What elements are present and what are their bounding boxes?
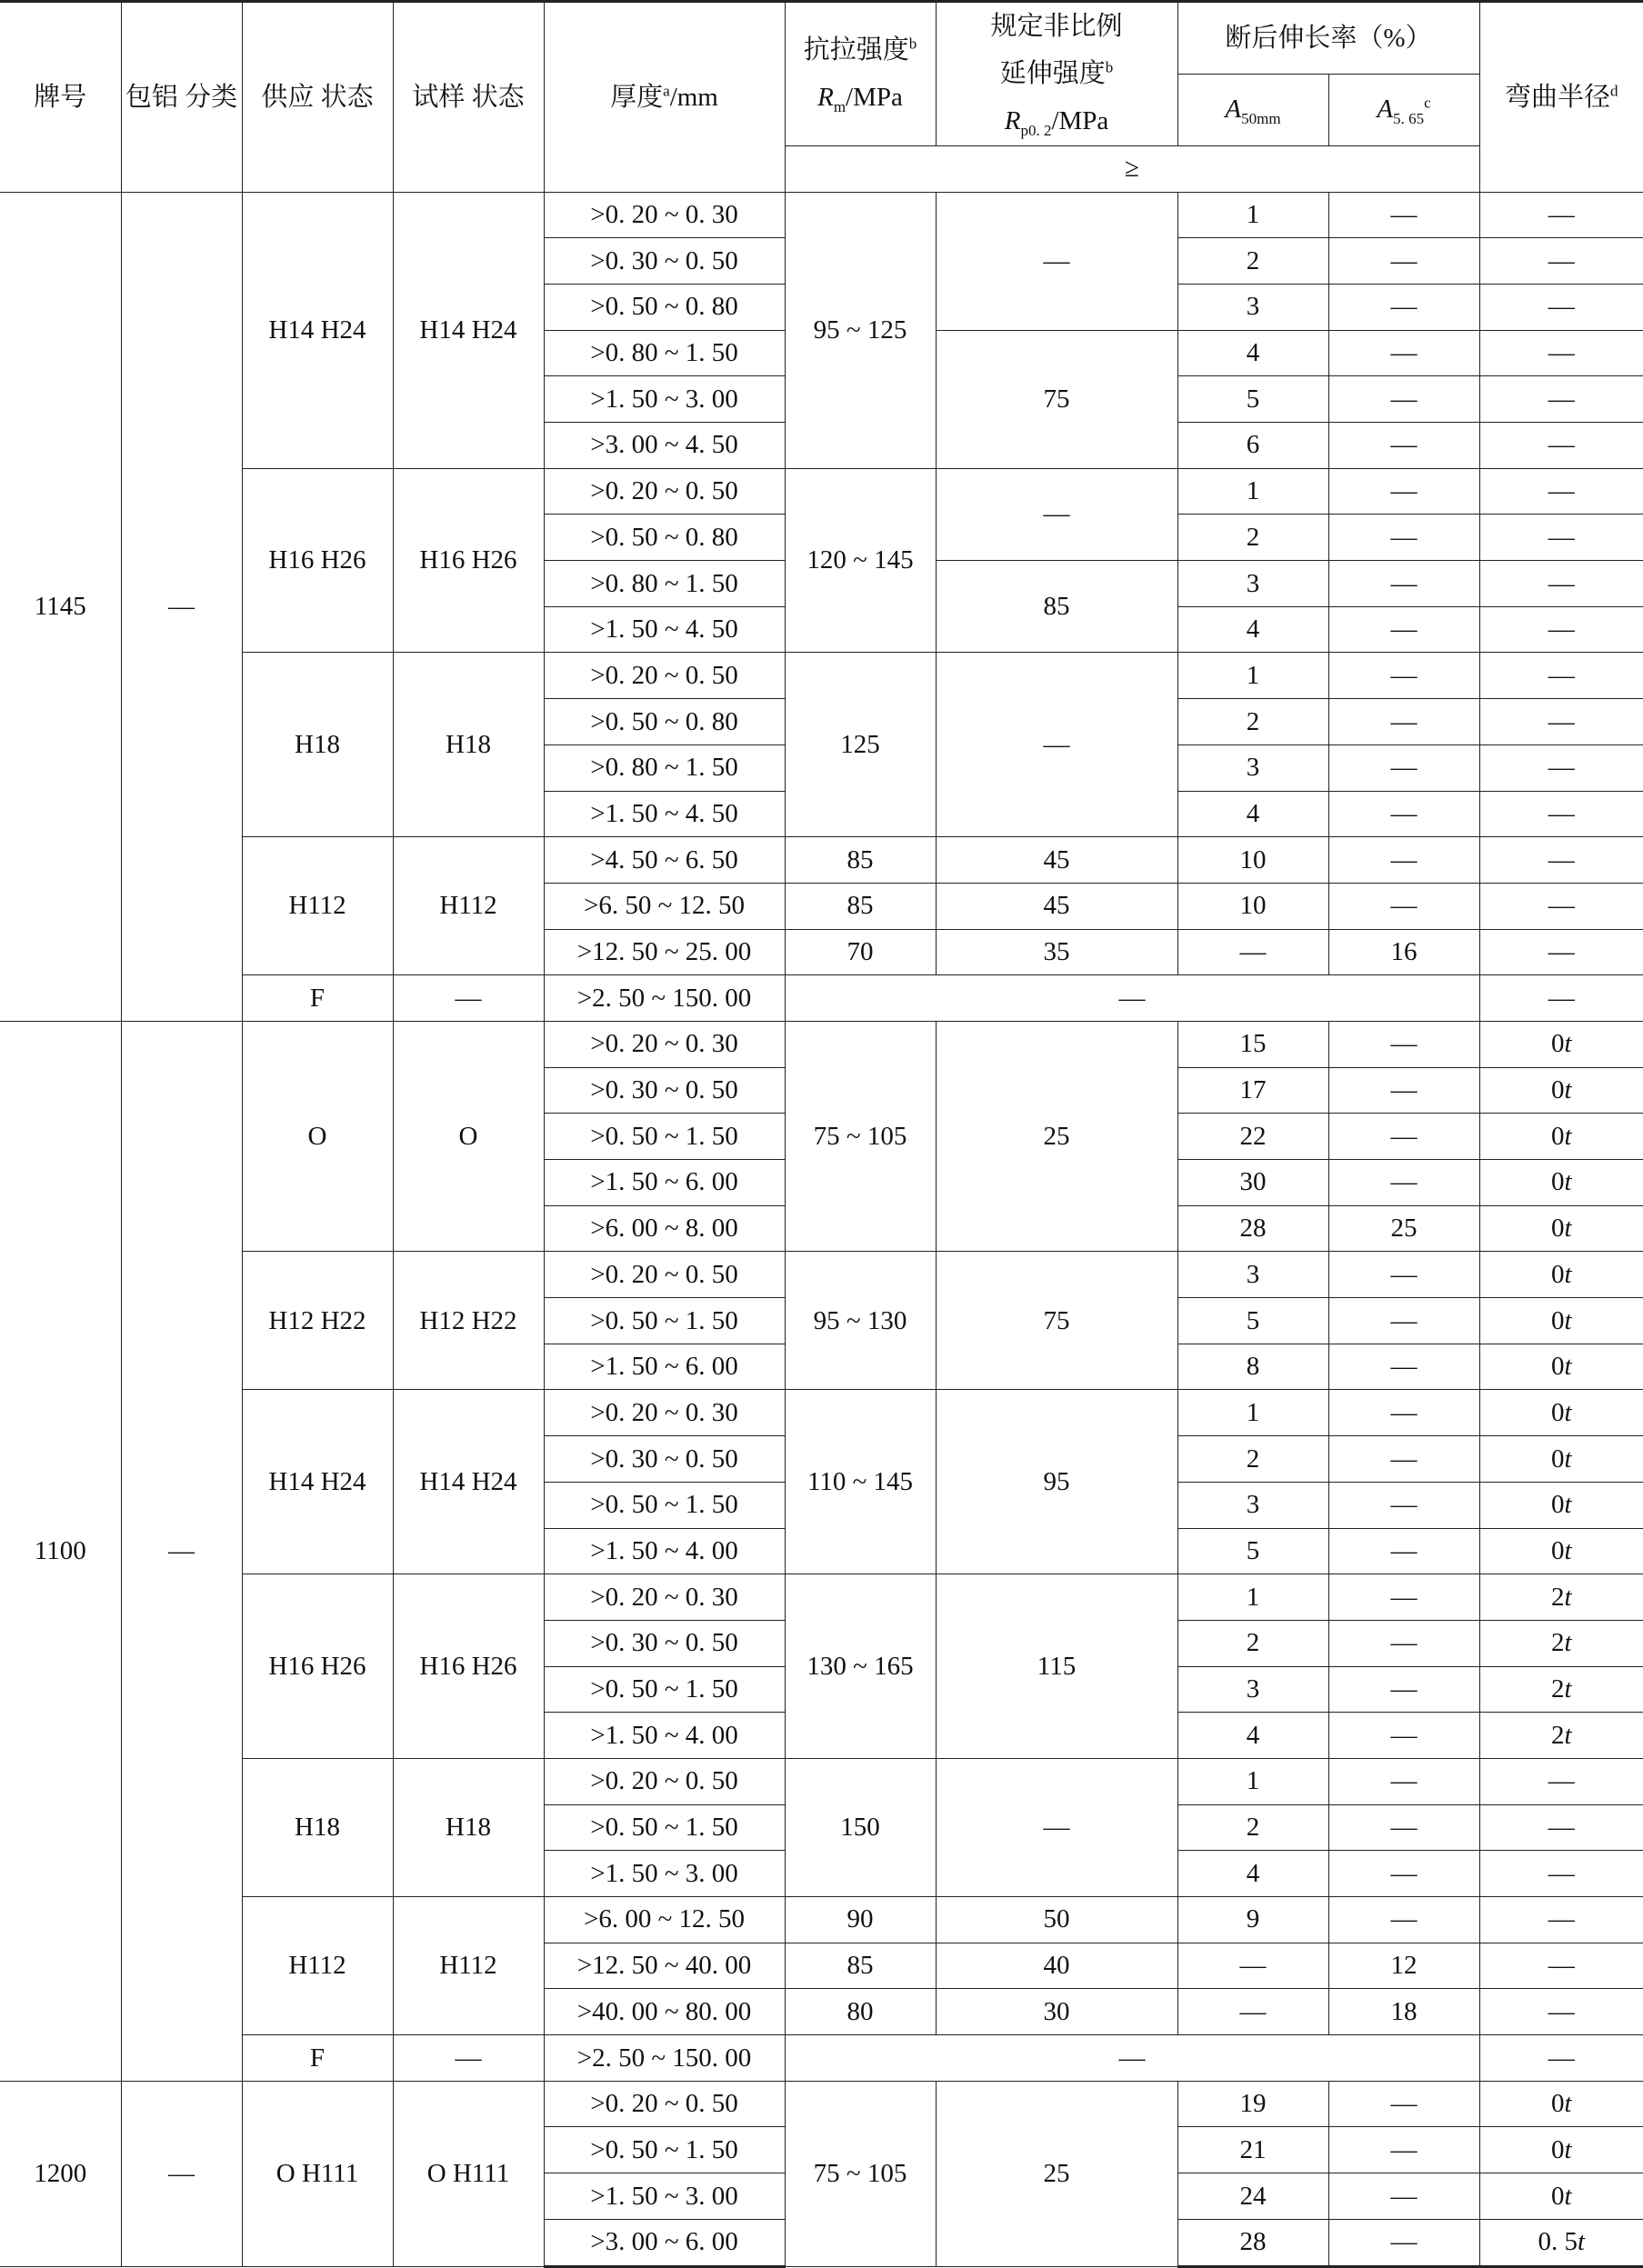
table-cell: 75 ~ 105 xyxy=(785,1021,936,1251)
table-cell: >0. 20 ~ 0. 30 xyxy=(544,1021,785,1067)
table-cell: — xyxy=(1177,1943,1328,1989)
table-cell: 85 xyxy=(936,561,1177,653)
table-cell: — xyxy=(121,1021,242,2081)
table-cell: — xyxy=(1328,1067,1479,1114)
table-cell: 2 xyxy=(1177,238,1328,285)
table-cell: >2. 50 ~ 150. 00 xyxy=(544,975,785,1022)
table-cell: 2 xyxy=(1177,1804,1328,1851)
table-cell: >0. 30 ~ 0. 50 xyxy=(544,1436,785,1483)
table-row xyxy=(0,468,1643,515)
table-cell: — xyxy=(1328,1021,1479,1067)
table-cell: — xyxy=(1328,192,1479,238)
table-cell: 0t xyxy=(1479,1252,1643,1298)
table-cell: >0. 50 ~ 0. 80 xyxy=(544,515,785,561)
table-cell: 0t xyxy=(1479,1205,1643,1252)
table-cell: — xyxy=(936,653,1177,837)
tensile-strength-header: 抗拉强度$^b$ $R_m$/MPa xyxy=(785,2,936,146)
table-cell: — xyxy=(1328,1482,1479,1528)
table-cell: >0. 50 ~ 0. 80 xyxy=(544,699,785,745)
table-cell: 0t xyxy=(1479,2173,1643,2220)
table-cell: 0t xyxy=(1479,1298,1643,1344)
table-cell: 125 xyxy=(785,653,936,837)
table-cell: — xyxy=(393,2035,544,2082)
table-cell: — xyxy=(1479,883,1643,929)
table-cell: 1 xyxy=(1177,192,1328,238)
table-cell: — xyxy=(1479,744,1643,791)
table-cell: 1 xyxy=(1177,1574,1328,1621)
table-cell: 30 xyxy=(936,1989,1177,2035)
table-cell: 2 xyxy=(1177,699,1328,745)
table-cell: 4 xyxy=(1177,330,1328,376)
table-cell: H18 xyxy=(393,1758,544,1896)
table-cell: 19 xyxy=(1177,2081,1328,2127)
table-cell: — xyxy=(1479,975,1643,1022)
table-cell: >0. 80 ~ 1. 50 xyxy=(544,330,785,376)
table-cell: 70 xyxy=(785,929,936,975)
table-row xyxy=(0,1252,1643,1298)
table-cell: 3 xyxy=(1177,1252,1328,1298)
table-cell: — xyxy=(1479,606,1643,653)
table-cell: — xyxy=(121,2081,242,2266)
table-cell: — xyxy=(1479,376,1643,423)
table-row xyxy=(0,1897,1643,1943)
table-cell: 3 xyxy=(1177,1666,1328,1713)
table-cell: >1. 50 ~ 4. 00 xyxy=(544,1713,785,1759)
table-cell: O xyxy=(242,1021,393,1251)
table-cell: — xyxy=(1328,883,1479,929)
table-cell: — xyxy=(1328,1804,1479,1851)
table-cell: 6 xyxy=(1177,423,1328,469)
table-cell: 95 ~ 130 xyxy=(785,1252,936,1390)
table-cell: 25 xyxy=(936,1021,1177,1251)
table-cell: H18 xyxy=(242,1758,393,1896)
table-cell: — xyxy=(1328,1114,1479,1160)
table-cell: 2 xyxy=(1177,1436,1328,1483)
table-cell: 5 xyxy=(1177,376,1328,423)
table-cell: >6. 00 ~ 8. 00 xyxy=(544,1205,785,1252)
table-cell: >0. 20 ~ 0. 30 xyxy=(544,192,785,238)
table-cell: >0. 50 ~ 1. 50 xyxy=(544,1804,785,1851)
table-cell: — xyxy=(1328,2219,1479,2266)
table-cell: H16 H26 xyxy=(242,468,393,653)
elongation-header: 断后伸长率（%） xyxy=(1177,2,1479,75)
table-cell: O H111 xyxy=(242,2081,393,2266)
table-cell: H16 H26 xyxy=(242,1574,393,1759)
table-cell: 12 xyxy=(1328,1943,1479,1989)
clad-class-header: 包铝 分类 xyxy=(121,2,242,193)
grade-header: 牌号 xyxy=(0,2,121,193)
table-cell: H112 xyxy=(393,837,544,975)
table-cell: >12. 50 ~ 25. 00 xyxy=(544,929,785,975)
table-cell: 1200 xyxy=(0,2081,121,2266)
table-cell: 0t xyxy=(1479,1114,1643,1160)
table-cell: 10 xyxy=(1177,837,1328,884)
table-cell: >0. 20 ~ 0. 30 xyxy=(544,1390,785,1436)
table-cell: — xyxy=(1328,744,1479,791)
table-cell: 5 xyxy=(1177,1528,1328,1574)
table-cell: 4 xyxy=(1177,1851,1328,1897)
table-cell: >0. 50 ~ 1. 50 xyxy=(544,1482,785,1528)
table-cell: — xyxy=(1479,284,1643,330)
min-value-note: ≥ xyxy=(785,145,1479,192)
yield-strength-header: 规定非比例 延伸强度$^b$ $R_{p0. 2}$/MPa xyxy=(936,2,1177,146)
table-cell: — xyxy=(1328,2173,1479,2220)
table-cell: — xyxy=(1328,561,1479,607)
table-cell: 2t xyxy=(1479,1574,1643,1621)
table-cell: — xyxy=(1328,1620,1479,1666)
table-cell: H112 xyxy=(242,837,393,975)
table-cell: 130 ~ 165 xyxy=(785,1574,936,1759)
table-cell: 22 xyxy=(1177,1114,1328,1160)
table-cell: 45 xyxy=(936,883,1177,929)
table-cell: — xyxy=(1328,1160,1479,1206)
table-cell: 2 xyxy=(1177,1620,1328,1666)
table-cell: 0t xyxy=(1479,1528,1643,1574)
table-cell: — xyxy=(1328,837,1479,884)
table-cell: — xyxy=(1328,1390,1479,1436)
table-cell: 0t xyxy=(1479,1021,1643,1067)
table-cell: >40. 00 ~ 80. 00 xyxy=(544,1989,785,2035)
table-cell: 0t xyxy=(1479,2081,1643,2127)
table-cell: >0. 80 ~ 1. 50 xyxy=(544,561,785,607)
table-cell: >0. 50 ~ 1. 50 xyxy=(544,1298,785,1344)
table-cell: 1 xyxy=(1177,653,1328,699)
table-cell: 28 xyxy=(1177,1205,1328,1252)
table-cell: — xyxy=(936,192,1177,330)
table-cell: — xyxy=(1479,1758,1643,1804)
table-cell: — xyxy=(1328,515,1479,561)
specimen-temper-header: 试样 状态 xyxy=(393,2,544,193)
table-cell: 4 xyxy=(1177,1713,1328,1759)
table-row xyxy=(0,1390,1643,1436)
table-cell: 3 xyxy=(1177,744,1328,791)
table-cell: H14 H24 xyxy=(242,192,393,468)
table-cell: 2t xyxy=(1479,1713,1643,1759)
table-cell: 1145 xyxy=(0,192,121,1021)
table-cell: — xyxy=(1177,1989,1328,2035)
table-cell: 0t xyxy=(1479,2127,1643,2173)
table-cell: 120 ~ 145 xyxy=(785,468,936,653)
table-cell: H12 H22 xyxy=(393,1252,544,1390)
table-cell: H18 xyxy=(393,653,544,837)
table-cell: 1 xyxy=(1177,468,1328,515)
table-cell: >6. 00 ~ 12. 50 xyxy=(544,1897,785,1943)
table-cell: 0t xyxy=(1479,1344,1643,1390)
table-cell: — xyxy=(1328,1436,1479,1483)
table-cell: 0t xyxy=(1479,1482,1643,1528)
table-cell: 8 xyxy=(1177,1344,1328,1390)
table-cell: — xyxy=(1479,837,1643,884)
table-cell: 3 xyxy=(1177,1482,1328,1528)
table-cell: — xyxy=(1328,1713,1479,1759)
table-cell: — xyxy=(1328,653,1479,699)
table-cell: 18 xyxy=(1328,1989,1479,2035)
table-cell: 5 xyxy=(1177,1298,1328,1344)
table-cell: — xyxy=(1328,284,1479,330)
supply-temper-header: 供应 状态 xyxy=(242,2,393,193)
table-cell: — xyxy=(1479,1851,1643,1897)
table-cell: 2 xyxy=(1177,515,1328,561)
table-cell: — xyxy=(1328,1344,1479,1390)
table-cell: >1. 50 ~ 6. 00 xyxy=(544,1160,785,1206)
table-cell: 80 xyxy=(785,1989,936,2035)
table-cell: 0t xyxy=(1479,1390,1643,1436)
table-row xyxy=(0,2081,1643,2127)
table-cell: — xyxy=(1328,2127,1479,2173)
table-cell: — xyxy=(785,2035,1479,2082)
table-cell: — xyxy=(1328,423,1479,469)
table-cell: F xyxy=(242,975,393,1022)
table-cell: H18 xyxy=(242,653,393,837)
table-cell: — xyxy=(1328,2081,1479,2127)
table-cell: H14 H24 xyxy=(393,192,544,468)
table-cell: — xyxy=(1328,1897,1479,1943)
table-cell: — xyxy=(1328,468,1479,515)
table-cell: H16 H26 xyxy=(393,1574,544,1759)
table-cell: >0. 30 ~ 0. 50 xyxy=(544,238,785,285)
table-cell: — xyxy=(1479,238,1643,285)
table-cell: 115 xyxy=(936,1574,1177,1759)
table-cell: — xyxy=(936,1758,1177,1896)
table-cell: 0t xyxy=(1479,1067,1643,1114)
table-row xyxy=(0,1758,1643,1804)
table-cell: >3. 00 ~ 6. 00 xyxy=(544,2219,785,2266)
table-row xyxy=(0,653,1643,699)
table-cell: >0. 50 ~ 1. 50 xyxy=(544,2127,785,2173)
table-cell: — xyxy=(1328,238,1479,285)
table-cell: — xyxy=(1479,791,1643,837)
table-cell: >1. 50 ~ 3. 00 xyxy=(544,2173,785,2220)
table-cell: — xyxy=(1479,561,1643,607)
table-cell: — xyxy=(121,192,242,1021)
table-cell: >1. 50 ~ 4. 50 xyxy=(544,791,785,837)
a565-header: $A_{5. 65}^c$ xyxy=(1328,74,1479,145)
table-cell: 1 xyxy=(1177,1758,1328,1804)
table-row xyxy=(0,1574,1643,1621)
thickness-header: 厚度$^a$/mm xyxy=(544,2,785,193)
table-cell: >0. 80 ~ 1. 50 xyxy=(544,744,785,791)
table-cell: >0. 20 ~ 0. 30 xyxy=(544,1574,785,1621)
table-cell: >0. 30 ~ 0. 50 xyxy=(544,1620,785,1666)
table-cell: — xyxy=(1479,192,1643,238)
table-cell: 75 ~ 105 xyxy=(785,2081,936,2266)
table-row xyxy=(0,975,1643,1022)
table-cell: H14 H24 xyxy=(242,1390,393,1574)
table-cell: — xyxy=(1479,653,1643,699)
table-cell: 25 xyxy=(1328,1205,1479,1252)
table-row xyxy=(0,1021,1643,1067)
table-cell: 30 xyxy=(1177,1160,1328,1206)
table-row xyxy=(0,2035,1643,2082)
table-cell: — xyxy=(1328,1528,1479,1574)
table-cell: 3 xyxy=(1177,561,1328,607)
table-cell: >12. 50 ~ 40. 00 xyxy=(544,1943,785,1989)
table-cell: 85 xyxy=(785,837,936,884)
table-cell: >1. 50 ~ 3. 00 xyxy=(544,376,785,423)
table-cell: — xyxy=(1328,699,1479,745)
table-cell: — xyxy=(1479,929,1643,975)
table-cell: 0t xyxy=(1479,1436,1643,1483)
table-cell: 4 xyxy=(1177,791,1328,837)
table-cell: 110 ~ 145 xyxy=(785,1390,936,1574)
table-cell: — xyxy=(393,975,544,1022)
table-cell: — xyxy=(936,468,1177,560)
table-cell: H112 xyxy=(393,1897,544,2035)
table-cell: >0. 50 ~ 1. 50 xyxy=(544,1666,785,1713)
table-cell: >6. 50 ~ 12. 50 xyxy=(544,883,785,929)
table-row xyxy=(0,837,1643,884)
table-cell: >0. 50 ~ 0. 80 xyxy=(544,284,785,330)
table-cell: >1. 50 ~ 4. 50 xyxy=(544,606,785,653)
table-cell: — xyxy=(1328,606,1479,653)
bend-radius-header: 弯曲半径$^d$ xyxy=(1479,2,1643,193)
table-cell: 40 xyxy=(936,1943,1177,1989)
table-cell: 90 xyxy=(785,1897,936,1943)
table-cell: 17 xyxy=(1177,1067,1328,1114)
table-cell: H14 H24 xyxy=(393,1390,544,1574)
table-cell: >1. 50 ~ 3. 00 xyxy=(544,1851,785,1897)
table-cell: — xyxy=(1479,1897,1643,1943)
a50-header: $A_{50mm}$ xyxy=(1177,74,1328,145)
table-cell: — xyxy=(1479,423,1643,469)
table-cell: — xyxy=(1328,330,1479,376)
table-cell: 95 ~ 125 xyxy=(785,192,936,468)
table-cell: 95 xyxy=(936,1390,1177,1574)
table-cell: 21 xyxy=(1177,2127,1328,2173)
table-cell: >0. 20 ~ 0. 50 xyxy=(544,1252,785,1298)
table-cell: 150 xyxy=(785,1758,936,1896)
table-cell: 0t xyxy=(1479,1160,1643,1206)
table-cell: 28 xyxy=(1177,2219,1328,2266)
table-cell: 1 xyxy=(1177,1390,1328,1436)
table-cell: F xyxy=(242,2035,393,2082)
table-cell: 50 xyxy=(936,1897,1177,1943)
table-cell: — xyxy=(1479,468,1643,515)
table-cell: 15 xyxy=(1177,1021,1328,1067)
table-cell: >3. 00 ~ 4. 50 xyxy=(544,423,785,469)
table-cell: H16 H26 xyxy=(393,468,544,653)
table-cell: — xyxy=(1479,699,1643,745)
table-cell: — xyxy=(1479,330,1643,376)
table-cell: >0. 20 ~ 0. 50 xyxy=(544,468,785,515)
table-cell: — xyxy=(1328,1758,1479,1804)
table-cell: >2. 50 ~ 150. 00 xyxy=(544,2035,785,2082)
table-cell: — xyxy=(1479,1804,1643,1851)
table-cell: 9 xyxy=(1177,1897,1328,1943)
table-cell: >0. 20 ~ 0. 50 xyxy=(544,653,785,699)
table-cell: — xyxy=(1328,1851,1479,1897)
table-cell: — xyxy=(1479,515,1643,561)
table-row xyxy=(0,192,1643,238)
header-row-1 xyxy=(0,2,1643,75)
table-cell: O H111 xyxy=(393,2081,544,2266)
table-cell: >0. 20 ~ 0. 50 xyxy=(544,1758,785,1804)
table-cell: 2t xyxy=(1479,1666,1643,1713)
table-cell: >0. 50 ~ 1. 50 xyxy=(544,1114,785,1160)
table-cell: — xyxy=(1328,1666,1479,1713)
table-cell: — xyxy=(1177,929,1328,975)
table-cell: — xyxy=(1328,791,1479,837)
table-cell: >0. 30 ~ 0. 50 xyxy=(544,1067,785,1114)
table-cell: — xyxy=(1328,1298,1479,1344)
table-cell: 45 xyxy=(936,837,1177,884)
table-cell: 75 xyxy=(936,330,1177,468)
table-cell: — xyxy=(1328,376,1479,423)
table-cell: 85 xyxy=(785,883,936,929)
table-cell: — xyxy=(1328,1252,1479,1298)
table-cell: 10 xyxy=(1177,883,1328,929)
table-cell: — xyxy=(1479,1943,1643,1989)
table-cell: 85 xyxy=(785,1943,936,1989)
table-cell: — xyxy=(1479,1989,1643,2035)
table-cell: 3 xyxy=(1177,284,1328,330)
table-cell: 25 xyxy=(936,2081,1177,2266)
table-cell: — xyxy=(1479,2035,1643,2082)
table-cell: H12 H22 xyxy=(242,1252,393,1390)
table-cell: — xyxy=(785,975,1479,1022)
table-cell: — xyxy=(1328,1574,1479,1621)
table-cell: 1100 xyxy=(0,1021,121,2081)
table-cell: >4. 50 ~ 6. 50 xyxy=(544,837,785,884)
table-cell: 2t xyxy=(1479,1620,1643,1666)
table-cell: 4 xyxy=(1177,606,1328,653)
table-cell: O xyxy=(393,1021,544,1251)
table-cell: 35 xyxy=(936,929,1177,975)
table-cell: >1. 50 ~ 6. 00 xyxy=(544,1344,785,1390)
table-cell: 24 xyxy=(1177,2173,1328,2220)
table-cell: >0. 20 ~ 0. 50 xyxy=(544,2081,785,2127)
table-cell: 75 xyxy=(936,1252,1177,1390)
table-cell: H112 xyxy=(242,1897,393,2035)
table-cell: 16 xyxy=(1328,929,1479,975)
table-cell: >1. 50 ~ 4. 00 xyxy=(544,1528,785,1574)
table-cell: 0. 5t xyxy=(1479,2219,1643,2266)
